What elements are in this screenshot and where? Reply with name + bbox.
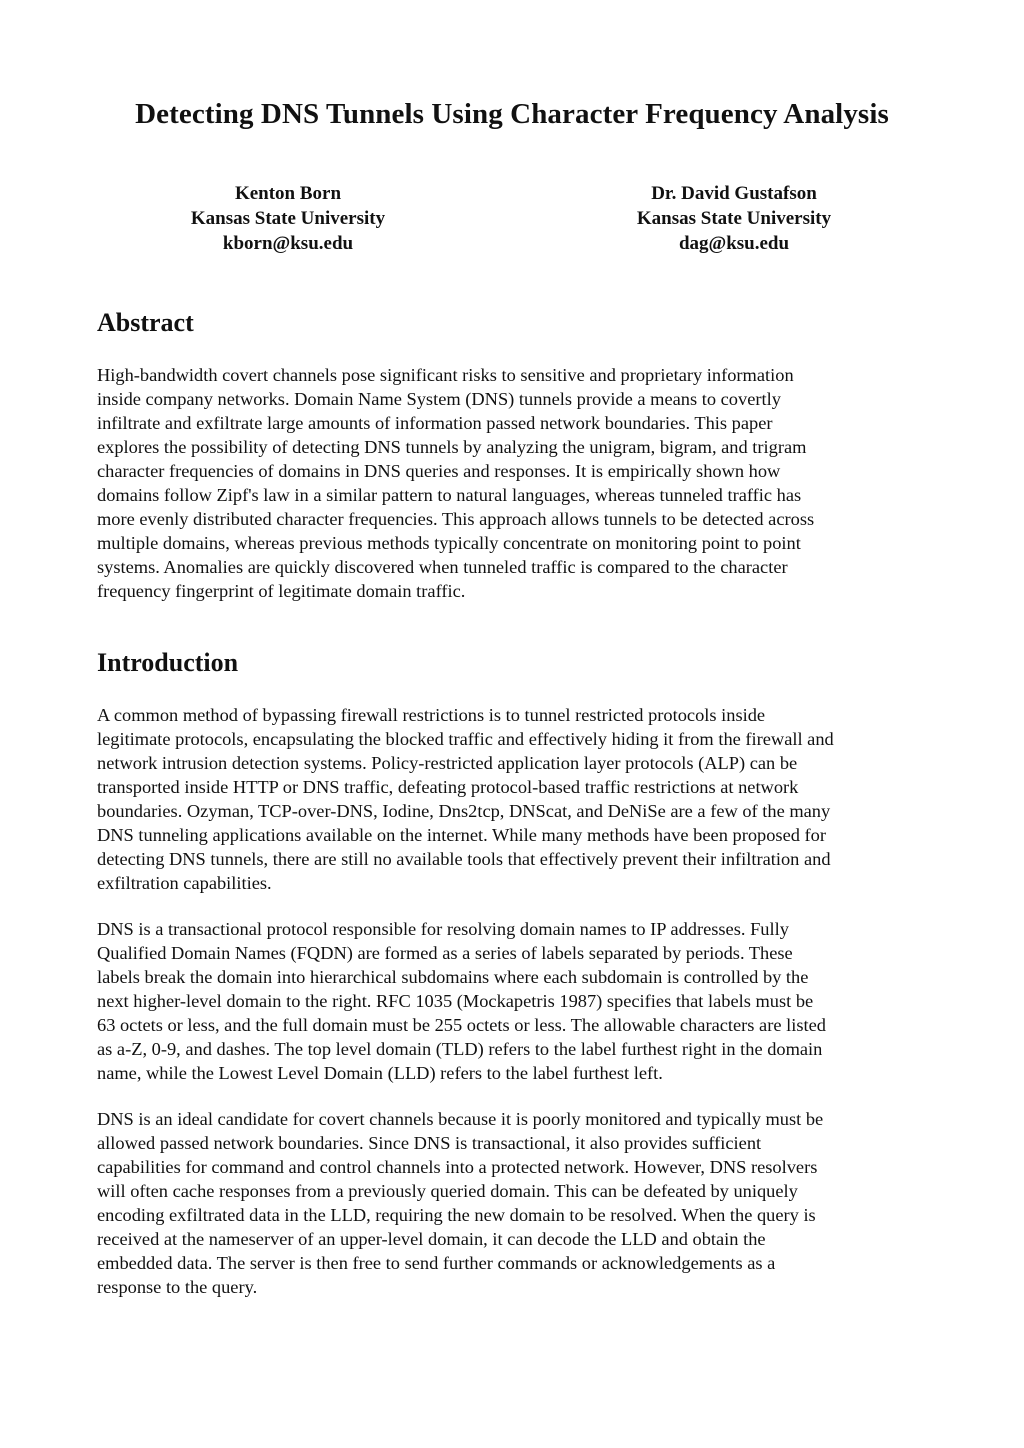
text-line: multiple domains, whereas previous methods typically concentrate on monitoring point to point <box>97 533 801 553</box>
text-line: DNS tunneling applications available on the internet. While many methods have been proposed for <box>97 825 826 845</box>
text-line: name, while the Lowest Level Domain (LLD) refers to the label furthest left. <box>97 1063 663 1083</box>
text-line: detecting DNS tunnels, there are still no available tools that effectively prevent their infiltration and <box>97 849 831 869</box>
text-line: 63 octets or less, and the full domain must be 255 octets or less. The allowable characters are listed <box>97 1015 826 1035</box>
text-line: more evenly distributed character frequencies. This approach allows tunnels to be detected across <box>97 509 815 529</box>
author-email: kborn@ksu.edu <box>222 233 354 254</box>
author-block-1 <box>108 181 468 256</box>
introduction-heading: Introduction <box>97 648 239 677</box>
abstract-heading: Abstract <box>97 308 194 337</box>
author-name: Dr. David Gustafson <box>651 183 817 204</box>
text-line: infiltrate and exfiltrate large amounts of information passed network boundaries. This paper <box>97 413 773 433</box>
author-block-2 <box>554 181 914 256</box>
text-line: domains follow Zipf's law in a similar pattern to natural languages, whereas tunneled traffic has <box>97 485 802 505</box>
text-line: boundaries. Ozyman, TCP-over-DNS, Iodine, Dns2tcp, DNScat, and DeNiSe are a few of the many <box>97 801 831 821</box>
text-line: exfiltration capabilities. <box>97 873 272 893</box>
abstract-paragraph <box>97 363 937 603</box>
text-line: as a-Z, 0-9, and dashes. The top level domain (TLD) refers to the label furthest right in the domain <box>97 1039 823 1059</box>
text-line: capabilities for command and control channels into a protected network. However, DNS resolvers <box>97 1157 818 1177</box>
introduction-paragraph-1 <box>97 703 937 895</box>
text-line: inside company networks. Domain Name System (DNS) tunnels provide a means to covertly <box>97 389 781 409</box>
text-line: legitimate protocols, encapsulating the blocked traffic and effectively hiding it from the firewall and <box>97 729 834 749</box>
text-line: Qualified Domain Names (FQDN) are formed as a series of labels separated by periods. These <box>97 943 793 963</box>
text-line: frequency fingerprint of legitimate domain traffic. <box>97 581 466 601</box>
author-email: dag@ksu.edu <box>678 233 790 254</box>
paper-title: Detecting DNS Tunnels Using Character Frequency Analysis <box>135 98 889 130</box>
text-line: received at the nameserver of an upper-level domain, it can decode the LLD and obtain the <box>97 1229 766 1249</box>
text-line: response to the query. <box>97 1277 258 1297</box>
introduction-paragraph-2 <box>97 917 937 1085</box>
text-line: allowed passed network boundaries. Since DNS is transactional, it also provides sufficient <box>97 1133 762 1153</box>
text-line: character frequencies of domains in DNS queries and responses. It is empirically shown how <box>97 461 781 481</box>
text-line: explores the possibility of detecting DNS tunnels by analyzing the unigram, bigram, and trigram <box>97 437 807 457</box>
text-line: systems. Anomalies are quickly discovered when tunneled traffic is compared to the character <box>97 557 788 577</box>
text-line: transported inside HTTP or DNS traffic, defeating protocol-based traffic restrictions at network <box>97 777 799 797</box>
text-line: labels break the domain into hierarchical subdomains where each subdomain is controlled by the <box>97 967 809 987</box>
text-line: DNS is a transactional protocol responsible for resolving domain names to IP addresses. Fully <box>97 919 789 939</box>
author-affiliation: Kansas State University <box>636 208 832 229</box>
text-line: encoding exfiltrated data in the LLD, requiring the new domain to be resolved. When the query is <box>97 1205 816 1225</box>
text-line: DNS is an ideal candidate for covert channels because it is poorly monitored and typically must be <box>97 1109 824 1129</box>
text-line: network intrusion detection systems. Policy-restricted application layer protocols (ALP) can be <box>97 753 798 773</box>
introduction-paragraph-3 <box>97 1107 937 1299</box>
text-line: next higher-level domain to the right. RFC 1035 (Mockapetris 1987) specifies that labels must be <box>97 991 814 1011</box>
text-line: will often cache responses from a previously queried domain. This can be defeated by uniquely <box>97 1181 798 1201</box>
text-line: High-bandwidth covert channels pose significant risks to sensitive and proprietary information <box>97 365 794 385</box>
text-line: A common method of bypassing firewall restrictions is to tunnel restricted protocols inside <box>97 705 766 725</box>
text-line: embedded data. The server is then free to send further commands or acknowledgements as a <box>97 1253 776 1273</box>
author-affiliation: Kansas State University <box>190 208 386 229</box>
author-name: Kenton Born <box>234 183 342 204</box>
